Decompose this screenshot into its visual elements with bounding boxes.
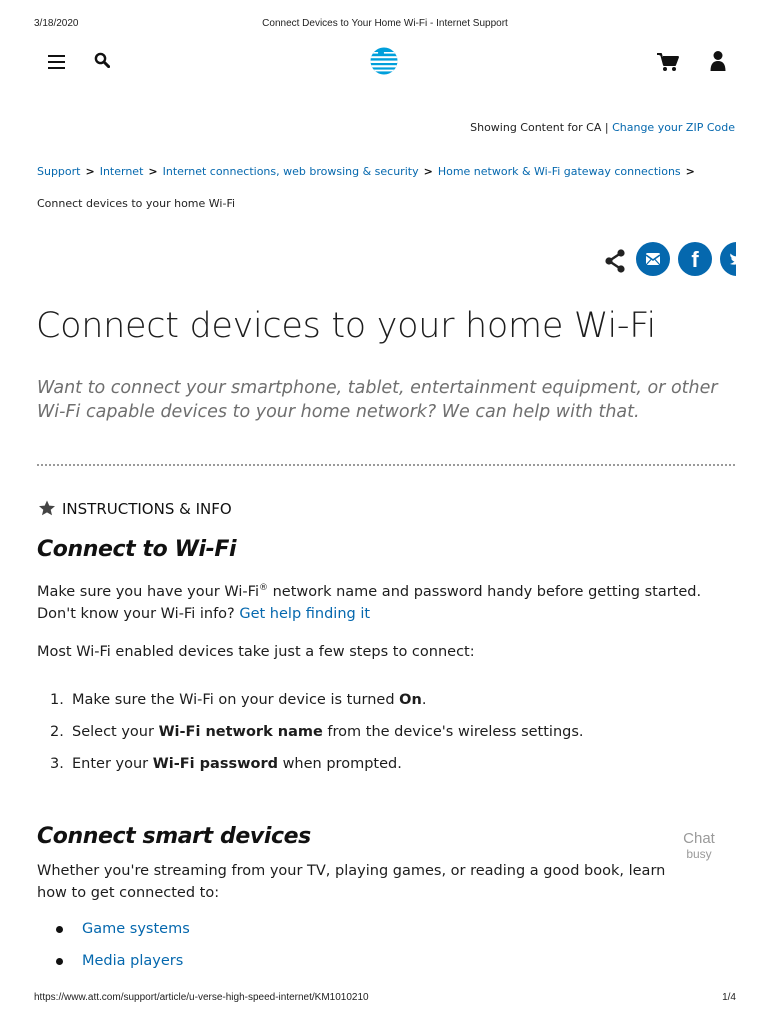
user-icon[interactable] bbox=[709, 50, 727, 72]
heading-connect-smart-devices: Connect smart devices bbox=[37, 824, 311, 849]
breadcrumb-separator: > bbox=[148, 165, 158, 178]
section-label bbox=[38, 500, 232, 518]
print-url: https://www.att.com/support/article/u-verse-high-speed-internet/KM1010210 bbox=[34, 992, 369, 1003]
game-systems-link[interactable]: Game systems bbox=[82, 921, 190, 937]
change-zip-link[interactable]: Change your ZIP Code bbox=[612, 121, 735, 134]
print-date: 3/18/2020 bbox=[34, 18, 79, 29]
steps-list bbox=[37, 689, 727, 785]
print-footer bbox=[0, 992, 770, 1006]
print-page-number: 1/4 bbox=[722, 992, 736, 1003]
search-icon[interactable] bbox=[94, 52, 110, 68]
media-players-link[interactable]: Media players bbox=[82, 953, 184, 969]
chat-label: Chat bbox=[683, 830, 715, 847]
p1-text-b: network name and password handy before getting started. Don't know your Wi-Fi info? bbox=[37, 583, 702, 622]
step-text: Enter your Wi-Fi password when prompted. bbox=[72, 756, 402, 772]
steps-intro: Most Wi-Fi enabled devices take just a few steps to connect: bbox=[37, 644, 475, 660]
step-text: Make sure the Wi-Fi on your device is turned On. bbox=[72, 692, 427, 708]
menu-icon[interactable] bbox=[48, 55, 65, 69]
list-item bbox=[37, 753, 727, 785]
step-number: 2. bbox=[50, 724, 64, 740]
cart-icon[interactable] bbox=[656, 52, 680, 72]
breadcrumb-separator: > bbox=[423, 165, 433, 178]
top-navbar bbox=[36, 44, 736, 80]
zip-prefix: Showing Content for CA | bbox=[470, 121, 609, 134]
share-bar bbox=[600, 241, 736, 277]
p1-text-a: Make sure you have your Wi-Fi bbox=[37, 583, 259, 600]
list-item bbox=[37, 918, 437, 950]
breadcrumb-current: Connect devices to your home Wi-Fi bbox=[37, 197, 236, 210]
list-item bbox=[37, 950, 437, 982]
chat-status: busy bbox=[686, 847, 712, 861]
divider bbox=[37, 464, 735, 466]
att-globe-logo[interactable] bbox=[369, 46, 399, 76]
breadcrumb-support[interactable]: Support bbox=[37, 165, 81, 178]
breadcrumb-separator: > bbox=[685, 165, 695, 178]
list-item bbox=[37, 721, 727, 753]
email-icon[interactable] bbox=[636, 242, 670, 276]
smart-devices-paragraph: Whether you're streaming from your TV, playing games, or reading a good book, learn how to get connected to: bbox=[37, 863, 666, 901]
facebook-icon[interactable]: f bbox=[678, 242, 712, 276]
list-item bbox=[37, 689, 727, 721]
registered-mark: ® bbox=[258, 583, 268, 593]
breadcrumb-internet[interactable]: Internet bbox=[99, 165, 144, 178]
breadcrumb bbox=[37, 165, 737, 178]
intro-text: Want to connect your smartphone, tablet, entertainment equipment, or other Wi-Fi capable devices to your home network? We can help with that. bbox=[37, 378, 718, 422]
twitter-icon[interactable] bbox=[720, 242, 736, 276]
step-number: 3. bbox=[50, 756, 64, 772]
star-icon bbox=[38, 500, 56, 516]
bullet-dot bbox=[56, 926, 63, 933]
chat-widget[interactable] bbox=[682, 830, 716, 861]
step-number: 1. bbox=[50, 692, 64, 708]
breadcrumb-home-network[interactable]: Home network & Wi-Fi gateway connections bbox=[437, 165, 681, 178]
get-help-finding-it-link[interactable]: Get help finding it bbox=[239, 605, 371, 622]
share-icon[interactable] bbox=[602, 248, 628, 274]
print-doc-title: Connect Devices to Your Home Wi-Fi - Internet Support bbox=[262, 18, 508, 29]
section-label-text: INSTRUCTIONS & INFO bbox=[62, 500, 232, 518]
zip-content-line bbox=[470, 121, 735, 134]
breadcrumb-separator: > bbox=[85, 165, 95, 178]
page-title: Connect devices to your home Wi-Fi bbox=[36, 306, 656, 346]
wifi-info-paragraph bbox=[37, 577, 727, 625]
print-header bbox=[0, 18, 770, 32]
bullet-dot bbox=[56, 958, 63, 965]
step-text: Select your Wi-Fi network name from the device's wireless settings. bbox=[72, 724, 584, 740]
breadcrumb-internet-connections[interactable]: Internet connections, web browsing & security bbox=[162, 165, 419, 178]
heading-connect-wifi: Connect to Wi-Fi bbox=[37, 537, 237, 562]
smart-devices-list bbox=[37, 918, 437, 982]
